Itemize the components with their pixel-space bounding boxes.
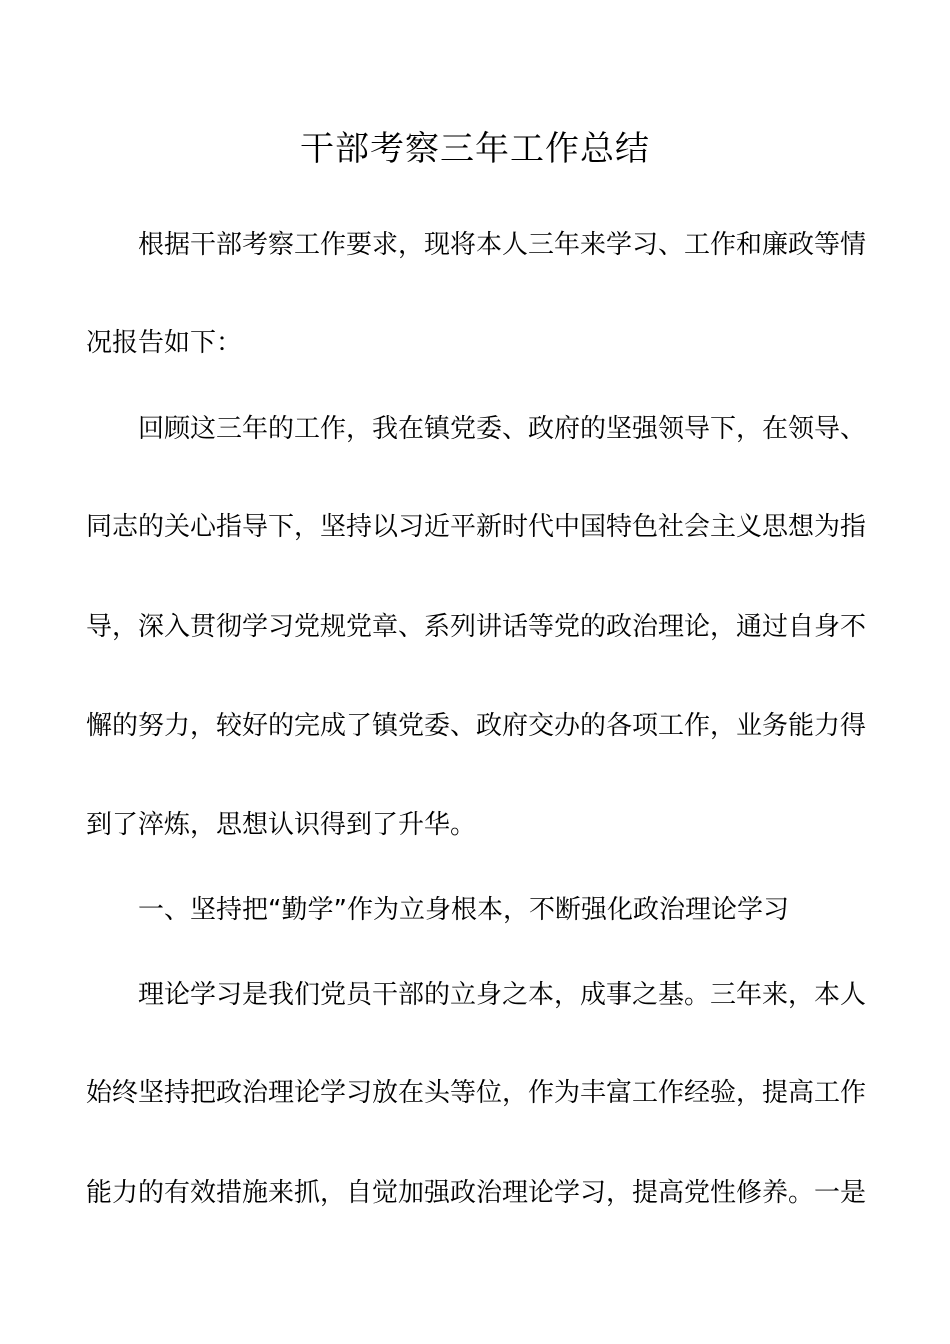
paragraph-2-line-2: 同志的关心指导下，坚持以习近平新时代中国特色社会主义思想为指 <box>86 512 867 542</box>
paragraph-3-line-3: 能力的有效措施来抓，自觉加强政治理论学习，提高党性修养。一是 <box>86 1178 867 1208</box>
paragraph-1-line-2: 况报告如下： <box>86 328 243 358</box>
paragraph-2-line-1: 回顾这三年的工作，我在镇党委、政府的坚强领导下，在领导、 <box>138 414 867 444</box>
section-heading-1: 一、坚持把“勤学”作为立身根本，不断强化政治理论学习 <box>138 895 789 925</box>
paragraph-2-line-5: 到了淬炼，思想认识得到了升华。 <box>86 810 477 840</box>
paragraph-2-line-4: 懈的努力，较好的完成了镇党委、政府交办的各项工作，业务能力得 <box>86 711 867 741</box>
paragraph-3-line-1: 理论学习是我们党员干部的立身之本，成事之基。三年来，本人 <box>138 980 867 1010</box>
document-title: 干部考察三年工作总结 <box>300 129 650 169</box>
paragraph-3-line-2: 始终坚持把政治理论学习放在头等位，作为丰富工作经验，提高工作 <box>86 1078 867 1108</box>
paragraph-1-line-1: 根据干部考察工作要求，现将本人三年来学习、工作和廉政等情 <box>138 230 867 260</box>
paragraph-2-line-3: 导，深入贯彻学习党规党章、系列讲话等党的政治理论，通过自身不 <box>86 612 867 642</box>
